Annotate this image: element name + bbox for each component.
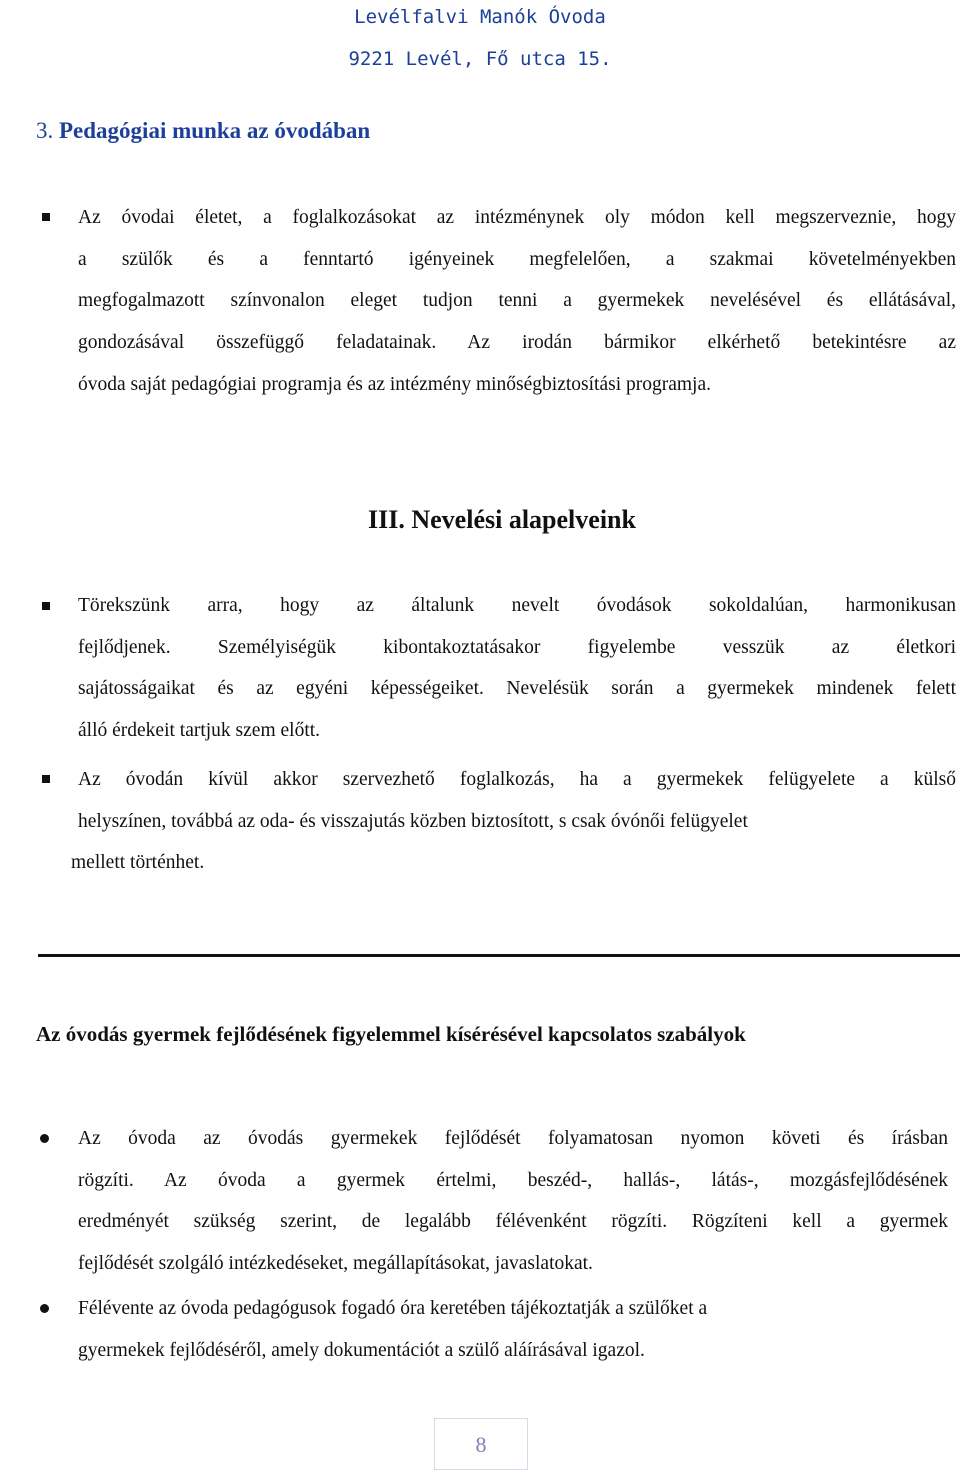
- header-address: 9221 Levél, Fő utca 15.: [348, 48, 612, 70]
- paragraph-line: Az óvodán kívül akkor szervezhető foglalkozás, ha a gyermekek felügyelete a külső: [78, 769, 956, 790]
- rules-bullet-2: [78, 1288, 948, 1371]
- section-III-heading: III. Nevelési alapelveink: [368, 505, 636, 534]
- section-3-paragraph: [78, 197, 956, 405]
- square-bullet-icon: [42, 602, 50, 610]
- paragraph-line: álló érdekeit tartjuk szem előtt.: [78, 720, 321, 742]
- horizontal-divider: [38, 954, 960, 957]
- rules-section-heading: Az óvodás gyermek fejlődésének figyelemmel kísérésével kapcsolatos szabályok: [36, 1022, 746, 1046]
- section-3-number: 3.: [36, 118, 54, 143]
- section-3-title: Pedagógiai munka az óvodában: [59, 118, 371, 143]
- paragraph-line: Az óvodai életet, a foglalkozásokat az intézménynek oly módon kell megszerveznie, hogy: [78, 207, 956, 228]
- paragraph-line: helyszínen, továbbá az oda- és visszajutás közben biztosított, s csak óvónői felügyelet: [78, 810, 748, 832]
- paragraph-line: Törekszünk arra, hogy az általunk nevelt óvodások sokoldalúan, harmonikusan: [78, 595, 956, 616]
- principles-bullet-2: [71, 759, 956, 884]
- paragraph-line: gyermekek fejlődéséről, amely dokumentációt a szülő aláírásával igazol.: [78, 1339, 645, 1361]
- paragraph-line: sajátosságaikat és az egyéni képességeiket. Nevelésük során a gyermekek mindenek felett: [78, 678, 956, 700]
- paragraph-line: mellett történhet.: [71, 852, 205, 874]
- paragraph-line: óvoda saját pedagógiai programja és az intézmény minőségbiztosítási programja.: [78, 373, 712, 395]
- round-bullet-icon: [40, 1304, 49, 1313]
- header-school-name: Levélfalvi Manók Óvoda: [354, 6, 606, 28]
- section-3-heading: [36, 118, 370, 144]
- paragraph-line: fejlődését szolgáló intézkedéseket, megállapításokat, javaslatokat.: [78, 1253, 593, 1275]
- paragraph-line: rögzíti. Az óvoda a gyermek értelmi, beszéd-, hallás-, látás-, mozgásfejlődésének: [78, 1169, 948, 1191]
- rules-bullet-1: [78, 1118, 948, 1285]
- paragraph-line: gondozásával összefüggő feladatainak. Az irodán bármikor elkérhető betekintésre az: [78, 332, 956, 354]
- round-bullet-icon: [40, 1134, 49, 1143]
- square-bullet-icon: [42, 213, 50, 221]
- paragraph-line: fejlődjenek. Személyiségük kibontakoztatásakor figyelembe vesszük az életkori: [78, 636, 956, 658]
- paragraph-line: Félévente az óvoda pedagógusok fogadó óra keretében tájékoztatják a szülőket a: [78, 1298, 708, 1319]
- page-number: 8: [434, 1418, 528, 1470]
- paragraph-line: eredményét szükség szerint, de legalább félévenként rögzíti. Rögzíteni kell a gyermek: [78, 1211, 948, 1233]
- square-bullet-icon: [42, 775, 50, 783]
- paragraph-line: Az óvoda az óvodás gyermekek fejlődését folyamatosan nyomon követi és írásban: [78, 1128, 948, 1149]
- paragraph-line: megfogalmazott színvonalon eleget tudjon tenni a gyermekek nevelésével és ellátásával,: [78, 290, 956, 312]
- paragraph-line: a szülők és a fenntartó igényeinek megfelelően, a szakmai követelményekben: [78, 248, 956, 270]
- principles-bullet-1: [78, 585, 956, 752]
